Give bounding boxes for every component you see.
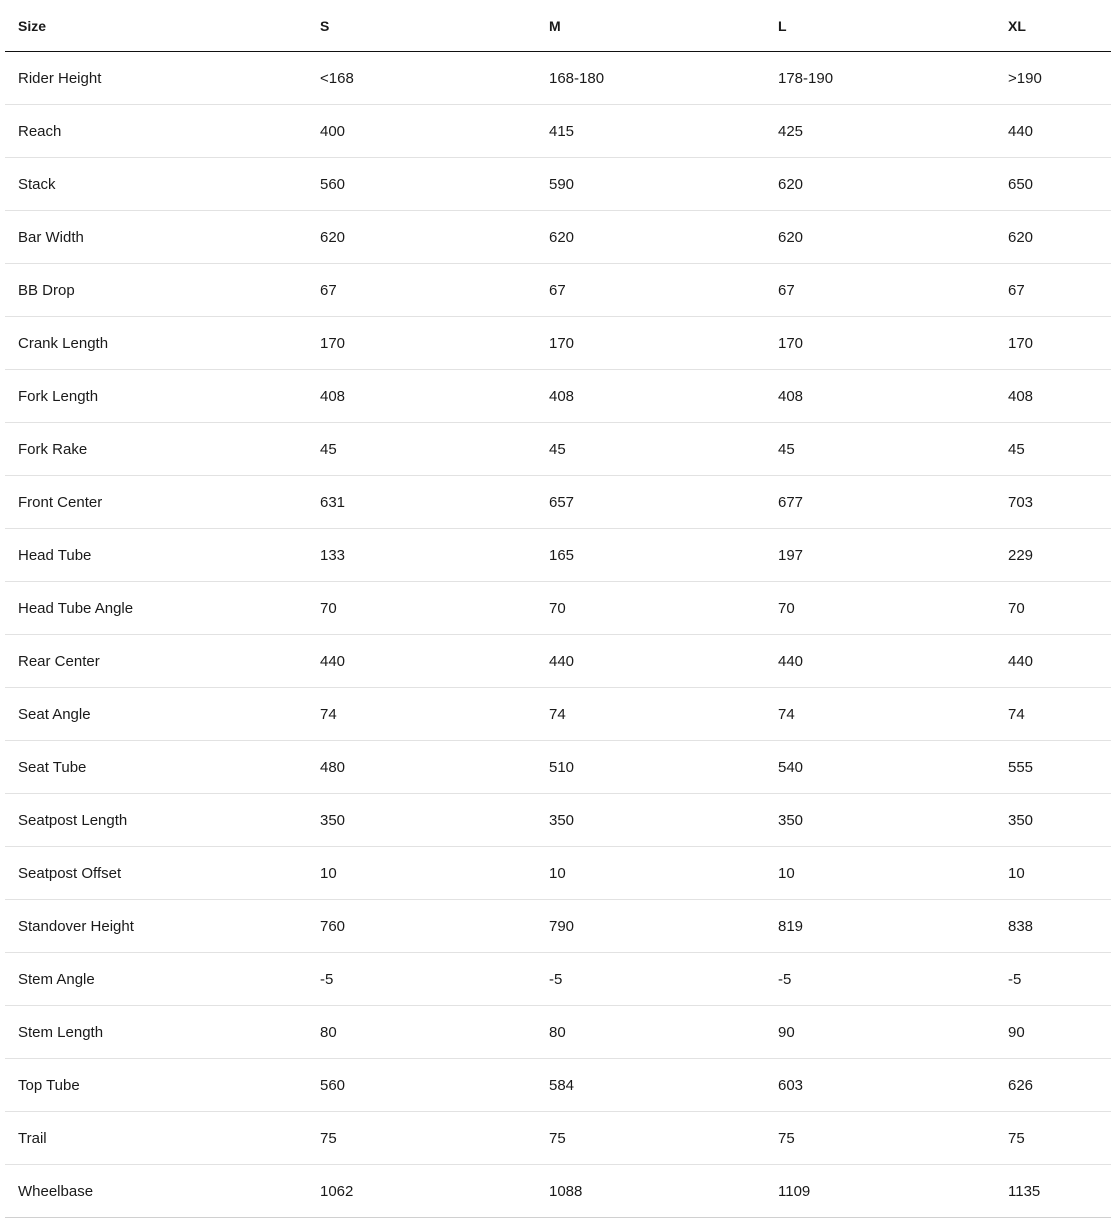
cell-m: 620 — [549, 211, 778, 264]
cell-s: 70 — [320, 582, 549, 635]
cell-s: 10 — [320, 847, 549, 900]
cell-m: 75 — [549, 1112, 778, 1165]
cell-xl: 70 — [1008, 582, 1111, 635]
cell-xl: 10 — [1008, 847, 1111, 900]
row-label: Stack — [5, 158, 320, 211]
row-label: Fork Length — [5, 370, 320, 423]
cell-l: 70 — [778, 582, 1008, 635]
table-header — [5, 0, 1111, 52]
cell-m: 165 — [549, 529, 778, 582]
cell-xl: 408 — [1008, 370, 1111, 423]
cell-l: 90 — [778, 1006, 1008, 1059]
cell-l: 1109 — [778, 1165, 1008, 1218]
cell-s: 133 — [320, 529, 549, 582]
row-label: Seatpost Length — [5, 794, 320, 847]
table-row — [5, 211, 1111, 264]
cell-l: 677 — [778, 476, 1008, 529]
table-row — [5, 953, 1111, 1006]
cell-xl: 75 — [1008, 1112, 1111, 1165]
header-m: M — [549, 0, 778, 52]
table-row — [5, 1165, 1111, 1218]
geometry-table — [5, 0, 1111, 1218]
cell-s: 350 — [320, 794, 549, 847]
header-xl: XL — [1008, 0, 1111, 52]
row-label: BB Drop — [5, 264, 320, 317]
cell-l: 170 — [778, 317, 1008, 370]
table-row — [5, 264, 1111, 317]
cell-m: 74 — [549, 688, 778, 741]
cell-m: 45 — [549, 423, 778, 476]
cell-xl: 440 — [1008, 105, 1111, 158]
row-label: Head Tube Angle — [5, 582, 320, 635]
cell-xl: 350 — [1008, 794, 1111, 847]
cell-xl: 90 — [1008, 1006, 1111, 1059]
cell-xl: -5 — [1008, 953, 1111, 1006]
table-row — [5, 900, 1111, 953]
cell-s: 440 — [320, 635, 549, 688]
cell-xl: 838 — [1008, 900, 1111, 953]
cell-s: 75 — [320, 1112, 549, 1165]
row-label: Trail — [5, 1112, 320, 1165]
cell-s: 760 — [320, 900, 549, 953]
table-row — [5, 847, 1111, 900]
cell-s: 480 — [320, 741, 549, 794]
cell-xl: 703 — [1008, 476, 1111, 529]
cell-l: 620 — [778, 158, 1008, 211]
cell-m: 1088 — [549, 1165, 778, 1218]
row-label: Seat Angle — [5, 688, 320, 741]
cell-s: 560 — [320, 1059, 549, 1112]
row-label: Standover Height — [5, 900, 320, 953]
cell-xl: 229 — [1008, 529, 1111, 582]
cell-s: 67 — [320, 264, 549, 317]
cell-xl: 440 — [1008, 635, 1111, 688]
cell-s: <168 — [320, 52, 549, 105]
cell-xl: >190 — [1008, 52, 1111, 105]
cell-xl: 74 — [1008, 688, 1111, 741]
cell-s: 170 — [320, 317, 549, 370]
cell-l: 620 — [778, 211, 1008, 264]
table-row — [5, 52, 1111, 105]
cell-s: -5 — [320, 953, 549, 1006]
row-label: Rider Height — [5, 52, 320, 105]
cell-m: 440 — [549, 635, 778, 688]
cell-m: 170 — [549, 317, 778, 370]
table-row — [5, 476, 1111, 529]
cell-l: -5 — [778, 953, 1008, 1006]
header-size: Size — [5, 0, 320, 52]
table-row — [5, 688, 1111, 741]
table-row — [5, 105, 1111, 158]
row-label: Rear Center — [5, 635, 320, 688]
row-label: Head Tube — [5, 529, 320, 582]
row-label: Seatpost Offset — [5, 847, 320, 900]
table-row — [5, 158, 1111, 211]
table-row — [5, 1059, 1111, 1112]
cell-l: 350 — [778, 794, 1008, 847]
table-row — [5, 635, 1111, 688]
row-label: Bar Width — [5, 211, 320, 264]
row-label: Wheelbase — [5, 1165, 320, 1218]
cell-s: 408 — [320, 370, 549, 423]
cell-s: 560 — [320, 158, 549, 211]
cell-s: 400 — [320, 105, 549, 158]
cell-m: -5 — [549, 953, 778, 1006]
cell-l: 178-190 — [778, 52, 1008, 105]
cell-m: 790 — [549, 900, 778, 953]
table-row — [5, 1006, 1111, 1059]
cell-s: 45 — [320, 423, 549, 476]
cell-xl: 555 — [1008, 741, 1111, 794]
cell-m: 584 — [549, 1059, 778, 1112]
cell-l: 10 — [778, 847, 1008, 900]
cell-l: 67 — [778, 264, 1008, 317]
cell-xl: 170 — [1008, 317, 1111, 370]
cell-m: 590 — [549, 158, 778, 211]
table-row — [5, 423, 1111, 476]
row-label: Fork Rake — [5, 423, 320, 476]
cell-s: 80 — [320, 1006, 549, 1059]
cell-xl: 650 — [1008, 158, 1111, 211]
cell-l: 540 — [778, 741, 1008, 794]
cell-m: 80 — [549, 1006, 778, 1059]
cell-l: 603 — [778, 1059, 1008, 1112]
row-label: Stem Angle — [5, 953, 320, 1006]
table-row — [5, 317, 1111, 370]
cell-xl: 620 — [1008, 211, 1111, 264]
cell-s: 620 — [320, 211, 549, 264]
cell-l: 408 — [778, 370, 1008, 423]
row-label: Top Tube — [5, 1059, 320, 1112]
cell-m: 10 — [549, 847, 778, 900]
cell-l: 74 — [778, 688, 1008, 741]
cell-m: 510 — [549, 741, 778, 794]
table-row — [5, 741, 1111, 794]
cell-l: 197 — [778, 529, 1008, 582]
cell-xl: 1135 — [1008, 1165, 1111, 1218]
cell-m: 168-180 — [549, 52, 778, 105]
row-label: Stem Length — [5, 1006, 320, 1059]
row-label: Reach — [5, 105, 320, 158]
cell-l: 45 — [778, 423, 1008, 476]
row-label: Crank Length — [5, 317, 320, 370]
header-row — [5, 0, 1111, 52]
header-l: L — [778, 0, 1008, 52]
cell-l: 440 — [778, 635, 1008, 688]
table-row — [5, 794, 1111, 847]
cell-s: 1062 — [320, 1165, 549, 1218]
cell-m: 408 — [549, 370, 778, 423]
table-row — [5, 529, 1111, 582]
cell-l: 425 — [778, 105, 1008, 158]
cell-xl: 45 — [1008, 423, 1111, 476]
cell-l: 819 — [778, 900, 1008, 953]
cell-xl: 67 — [1008, 264, 1111, 317]
cell-m: 415 — [549, 105, 778, 158]
cell-m: 657 — [549, 476, 778, 529]
table-row — [5, 1112, 1111, 1165]
cell-s: 74 — [320, 688, 549, 741]
cell-s: 631 — [320, 476, 549, 529]
cell-m: 350 — [549, 794, 778, 847]
cell-m: 70 — [549, 582, 778, 635]
table-row — [5, 582, 1111, 635]
table-row — [5, 370, 1111, 423]
row-label: Front Center — [5, 476, 320, 529]
header-s: S — [320, 0, 549, 52]
cell-xl: 626 — [1008, 1059, 1111, 1112]
table-body — [5, 52, 1111, 1218]
cell-l: 75 — [778, 1112, 1008, 1165]
cell-m: 67 — [549, 264, 778, 317]
row-label: Seat Tube — [5, 741, 320, 794]
